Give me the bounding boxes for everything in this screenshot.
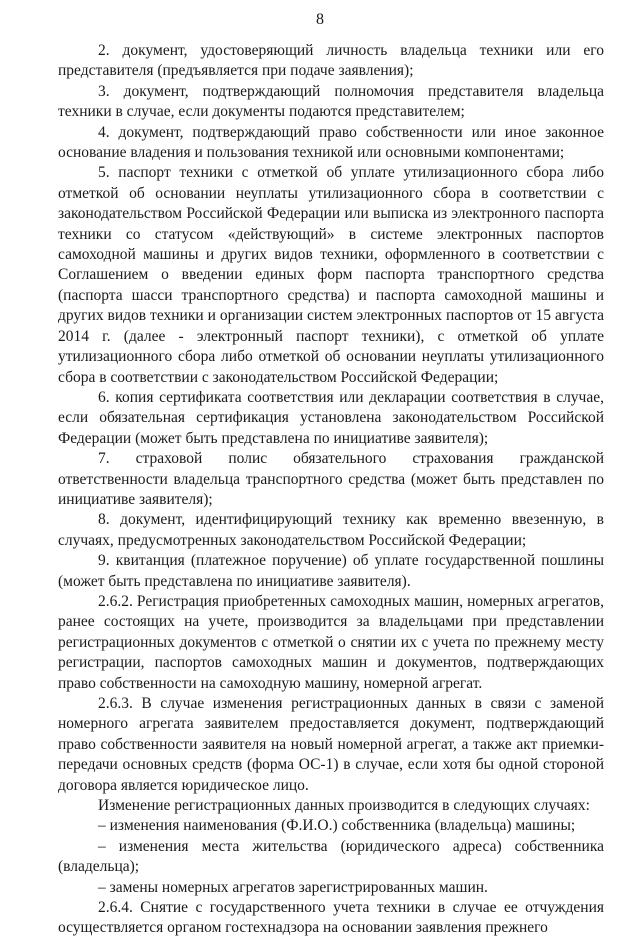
page-number: 8	[316, 11, 324, 28]
document-body	[58, 41, 604, 939]
list-item-unit-replacement: – замены номерных агрегатов зарегистрированных машин.	[98, 878, 488, 896]
paragraph-changes-intro: Изменение регистрационных данных производится в следующих случаях:	[98, 797, 590, 815]
paragraph-item-7: 7. страховой полис обязательного страхования гражданской ответственности владельца транспортного средства (может быть представлен по инициативе заявителя);	[58, 450, 604, 508]
paragraph-item-8: 8. документ, идентифицирующий технику как временно ввезенную, в случаях, предусмотренных законодательством Российской Федерации;	[58, 511, 604, 549]
paragraph-item-9: 9. квитанция (платежное поручение) об уплате государственной пошлины (может быть представлена по инициативе заявителя).	[58, 552, 604, 590]
paragraph-2-6-2: 2.6.2. Регистрация приобретенных самоходных машин, номерных агрегатов, ранее состоящих на учете, производится за владельцами при представлении регистрационных документов с отметкой о снятии их с учета по прежнему месту регистрации, паспортов самоходных машин и документов, подтверждающих право собственности на самоходную машину, номерной агрегат.	[58, 592, 604, 692]
paragraph-item-3: 3. документ, подтверждающий полномочия представителя владельца техники в случае, если документы подаются представителем;	[58, 82, 604, 121]
paragraph-item-5: 5. паспорт техники с отметкой об уплате утилизационного сбора либо отметкой об основании неуплаты утилизационного сбора в соответствии с законодательством Российской Федерации или выписка из электронного паспорта техники со статусом «действующий» в системе электронных паспортов самоходной машины и других видов техники, оформленного в соответствии с Соглашением о введении единых форм паспорта транспортного средства (паспорта шасси транспортного средства) и паспорта самоходной машины и других видов техники и организации систем электронных паспортов от 15 августа 2014 г. (далее - электронный паспорт техники), с отметкой об уплате утилизационного сбора либо отметкой об основании неуплаты утилизационного сбора в соответствии с законодательством Российской Федерации;	[58, 164, 604, 386]
list-item-address-change: – изменения места жительства (юридического адреса) собственника (владельца);	[58, 837, 604, 876]
paragraph-2-6-4: 2.6.4. Снятие с государственного учета техники в случае ее отчуждения осуществляется органом гостехнадзора на основании заявления прежнего	[58, 899, 604, 937]
paragraph-item-6: 6. копия сертификата соответствия или декларации соответствия в случае, если обязательная сертификация установлена законодательством Российской Федерации (может быть представлена по инициативе заявителя);	[58, 388, 604, 447]
paragraph-2-6-3: 2.6.3. В случае изменения регистрационных данных в связи с заменой номерного агрегата заявителем предоставляется документ, подтверждающий право собственности заявителя на новый номерной агрегат, а также акт приемки-передачи основных средств (форма ОС-1) в случае, если хотя бы одной стороной договора является юридическое лицо.	[58, 695, 604, 794]
list-item-name-change: – изменения наименования (Ф.И.О.) собственника (владельца) машины;	[98, 817, 576, 835]
paragraph-item-4: 4. документ, подтверждающий право собственности или иное законное основание владения и пользования техникой или основными компонентами;	[58, 123, 604, 162]
paragraph-item-2: 2. документ, удостоверяющий личность владельца техники или его представителя (предъявляется при подаче заявления);	[58, 42, 604, 80]
